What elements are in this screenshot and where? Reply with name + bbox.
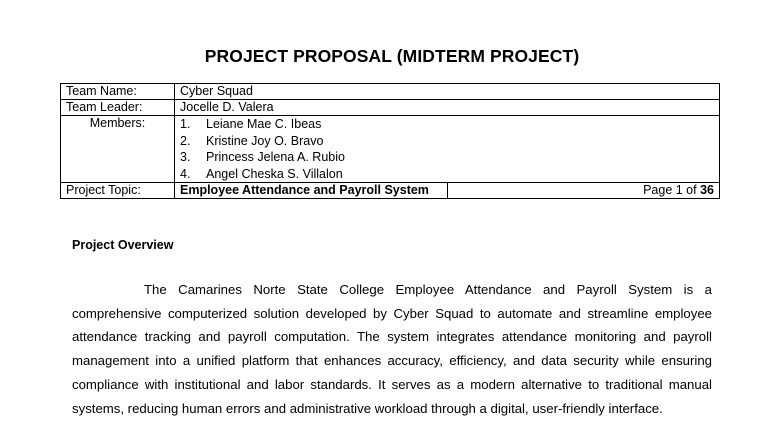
members-label: Members: — [61, 116, 175, 183]
overview-text: The Camarines Norte State College Employee Attendance and Payroll System is a comprehensive computerized solution developed by Cyber Squad to automate and streamline employee attendance tracking and payroll computation. The system integrates attendance monitoring and payroll management into a unified platform that enhances accuracy, efficiency, and data security while ensuring compliance with institutional and labor standards. It serves as a modern alternative to traditional manual systems, reducing human errors and administrative workload through a digital, user-friendly interface. — [72, 282, 712, 416]
member-name: Princess Jelena A. Rubio — [206, 150, 345, 164]
member-name: Leiane Mae C. Ibeas — [206, 117, 322, 131]
member-number: 1. — [180, 117, 191, 131]
project-topic-value: Employee Attendance and Payroll System — [175, 183, 448, 199]
list-item — [180, 149, 714, 166]
list-item — [180, 133, 714, 150]
list-item — [180, 166, 714, 183]
page-indicator — [447, 183, 720, 199]
project-topic-row — [61, 183, 720, 199]
member-number: 2. — [180, 133, 191, 148]
members-cell — [175, 116, 720, 183]
team-name-value: Cyber Squad — [175, 84, 720, 100]
team-leader-label: Team Leader: — [61, 100, 175, 116]
section-heading-overview: Project Overview — [72, 238, 174, 252]
list-item — [180, 116, 714, 133]
members-row — [61, 116, 720, 183]
project-info-table — [60, 83, 720, 199]
team-leader-row — [61, 100, 720, 116]
page-total: 36 — [700, 183, 714, 197]
team-leader-value: Jocelle D. Valera — [175, 100, 720, 116]
overview-paragraph — [72, 278, 712, 420]
team-name-row — [61, 84, 720, 100]
team-name-label: Team Name: — [61, 84, 175, 100]
member-name: Angel Cheska S. Villalon — [206, 166, 343, 181]
project-topic-label: Project Topic: — [61, 183, 175, 199]
member-number: 3. — [180, 150, 191, 164]
member-number: 4. — [180, 166, 191, 181]
page-title: PROJECT PROPOSAL (MIDTERM PROJECT) — [204, 46, 580, 66]
page-prefix: Page 1 of — [643, 183, 701, 197]
members-list — [180, 116, 714, 182]
member-name: Kristine Joy O. Bravo — [206, 133, 324, 148]
